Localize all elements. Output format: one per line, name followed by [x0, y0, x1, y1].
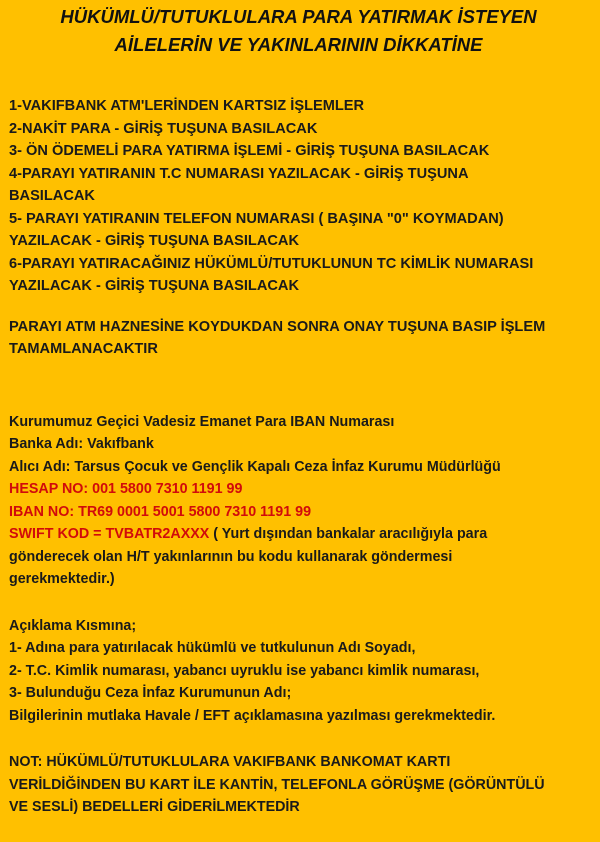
swift-line [9, 523, 588, 546]
title-line-1: HÜKÜMLÜ/TUTUKLULARA PARA YATIRMAK İSTEYEN [60, 6, 537, 27]
step-line: YAZILACAK - GİRİŞ TUŞUNA BASILACAK [9, 233, 299, 249]
description-footer: Bilgilerinin mutlaka Havale / EFT açıklamasına yazılması gerekmektedir. [9, 707, 496, 724]
swift-note: ( Yurt dışından bankalar aracılığıyla para [209, 526, 488, 542]
note-line: VE SESLİ) BEDELLERİ GİDERİLMEKTEDİR [9, 799, 300, 815]
description-item: 3- Bulunduğu Ceza İnfaz Kurumunun Adı; [9, 685, 292, 701]
step-line: 6-PARAYI YATIRACAĞINIZ HÜKÜMLÜ/TUTUKLUNUN TC KİMLİK NUMARASI [9, 255, 534, 272]
step-line: YAZILACAK - GİRİŞ TUŞUNA BASILACAK [9, 278, 299, 294]
iban-number: IBAN NO: TR69 0001 5001 5800 7310 1191 99 [9, 503, 312, 520]
step-line: BASILACAK [9, 188, 95, 204]
atm-steps-list [9, 95, 588, 298]
description-instructions [9, 615, 588, 728]
recipient-name: Alıcı Adı: Tarsus Çocuk ve Gençlik Kapalı Ceza İnfaz Kurumu Müdürlüğü [9, 458, 501, 475]
swift-note-line: gönderecek olan H/T yakınlarının bu kodu kullanarak göndermesi [9, 548, 453, 565]
swift-note-line: gerekmektedir.) [9, 571, 115, 587]
description-item: 2- T.C. Kimlik numarası, yabancı uyruklu ise yabancı kimlik numarası, [9, 662, 480, 679]
notice-line: TAMAMLANACAKTIR [9, 341, 158, 357]
account-info [9, 411, 588, 591]
step-line: 5- PARAYI YATIRANIN TELEFON NUMARASI ( BAŞINA "0" KOYMADAN) [9, 210, 504, 227]
account-number: HESAP NO: 001 5800 7310 1191 99 [9, 481, 243, 497]
swift-code: SWIFT KOD = TVBATR2AXXX [9, 526, 210, 542]
kiosk-card-note [9, 751, 588, 819]
note-line: VERİLDİĞİNDEN BU KART İLE KANTİN, TELEFONLA GÖRÜŞME (GÖRÜNTÜLÜ [9, 776, 545, 793]
step-line: 1-VAKIFBANK ATM'LERİNDEN KARTSIZ İŞLEMLER [9, 98, 365, 114]
step-line: 3- ÖN ÖDEMELİ PARA YATIRMA İŞLEMİ - GİRİŞ TUŞUNA BASILACAK [9, 143, 490, 159]
title-line-2: AİLELERİN VE YAKINLARININ DİKKATİNE [114, 34, 483, 55]
notice-line: PARAYI ATM HAZNESİNE KOYDUKDAN SONRA ONAY TUŞUNA BASIP İŞLEM [9, 318, 546, 335]
step-line: 2-NAKİT PARA - GİRİŞ TUŞUNA BASILACAK [9, 120, 318, 137]
note-line: NOT: HÜKÜMLÜ/TUTUKLULARA VAKIFBANK BANKOMAT KARTI [9, 754, 451, 770]
bank-name: Banka Adı: Vakıfbank [9, 436, 154, 452]
description-item: 1- Adına para yatırılacak hükümlü ve tutkulunun Adı Soyadı, [9, 640, 416, 656]
confirm-notice [9, 316, 588, 361]
account-heading: Kurumumuz Geçici Vadesiz Emanet Para IBAN Numarası [9, 413, 395, 430]
description-heading: Açıklama Kısmına; [9, 617, 137, 634]
document-title [9, 0, 588, 59]
step-line: 4-PARAYI YATIRANIN T.C NUMARASI YAZILACAK - GİRİŞ TUŞUNA [9, 165, 469, 182]
